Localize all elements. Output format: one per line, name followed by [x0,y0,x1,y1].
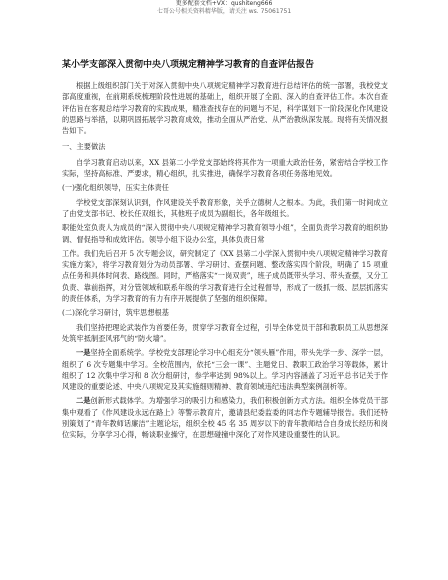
header-line-2: 七哥公号相关资料精华版，请关注 ws. 75061751 [156,8,292,15]
intro-paragraph: 根据上级组织部门关于对深入贯彻中央八项规定精神学习教育进行总结评估的统一部署，我校党支部高度重视，在前期系统梳理阶段性进展的基础上，组织开展了全面、深入的自查评估工作。本次自查评估旨在客观总结学习教育的实践成果，精准查找存在的问题与不足，科学谋划下一阶段深化作风建设的思路与举措，以期巩固拓展学习教育成效，推动全面从严治党、从严治教纵深发展。现将有关情况报告如下。 [62,81,388,136]
sub1-paragraph-1: 学校党支部深刻认识到，作风建设关乎教育形象，关乎立德树人之根本。为此，我们第一时间成立了由党支部书记、校长任双组长，其他班子成员为副组长，各年级组长。 [62,197,388,218]
document-title: 某小学支部深入贯彻中央八项规定精神学习教育的自查评估报告 [62,60,315,70]
sub2-paragraph-2 [62,347,388,392]
sub2-paragraph-2-text: 坚持全面系统学。学校党支部理论学习中心组充分“领头雁”作用，带头先学一步、深学一层，组织了 6 次专题集中学习。全校范围内，依托“三会一课”、主题党日、教职工政治学习等载体，累计组织了 12 次集中学习和 8 次分组研讨，参学率达到 98%以上。学习内容涵盖了习近平总书记关于作风建设的重要论述、中央八项规定及其实施细则精神、教育领域违纪违法典型案例剖析等。 [62,348,389,392]
subheading-organization-leadership: (一)强化组织领导，压实主体责任 [62,183,170,193]
sub2-paragraph-3-text: 创新形式载体学。为增强学习的吸引力和感染力，我们积极创新方式方法。组织全体党员干部集中观看了《作风建设永远在路上》等警示教育片，邀请县纪委监委的同志作专题辅导报告。我们还特别策划了“青年教师话廉洁”主题论坛，组织全校 45 名 35 周岁以下的青年教师结合自身成长经历和岗位实际，分享学习心得，畅谈职业操守，在思想碰撞中深化了对作风建设重要性的认识。 [62,396,388,440]
sub1-paragraph-3: 工作。我们先后召开 5 次专题会议，研究制定了《XX 县第二小学深入贯彻中央八项规定精神学习教育实施方案》，将学习教育划分为动员部署、学习研讨、查摆问题、整改落实四个阶段，明确了 15 项重点任务和具体时间表、路线图。同时，严格落实“一岗双责”，班子成员既带头学习、带头查摆，又分工负责、靠前指挥，对分管领域和联系年级的学习教育进行全过程督导，形成了一级抓一级、层层抓落实的责任体系，为学习教育的有力有序开展提供了坚强的组织保障。 [62,248,388,304]
sub2-paragraph-1: 我们坚持把理论武装作为首要任务，贯穿学习教育全过程，引导全体党员干部和教职员工从思想深处筑牢抵制歪风邪气的“防火墙”。 [62,322,388,343]
sub2-paragraph-3 [62,395,388,440]
section-heading-main-practices: 一、主要做法 [62,142,106,152]
header-line-1: 更多配套文档+VX：qushiteng666 [175,0,273,7]
lead-marker-second: 二是 [76,396,91,406]
page-header [0,0,448,22]
subheading-study-research: (二)深化学习研讨，筑牢思想根基 [62,308,170,318]
document-body [62,80,388,444]
lead-marker-first: 一是 [76,348,91,358]
sub1-paragraph-2: 职能处室负责人为成员的“深入贯彻中央八项规定精神学习教育领导小组”，全面负责学习教育的组织协调、督促指导和成效评估。领导小组下设办公室，具体负责日常 [62,223,388,244]
section1-intro-paragraph: 自学习教育启动以来，XX 县第二小学党支部始终将其作为一项重大政治任务，紧密结合学校工作实际，坚持高标准、严要求，精心组织，扎实推进，确保学习教育各项任务落地见效。 [62,157,388,179]
